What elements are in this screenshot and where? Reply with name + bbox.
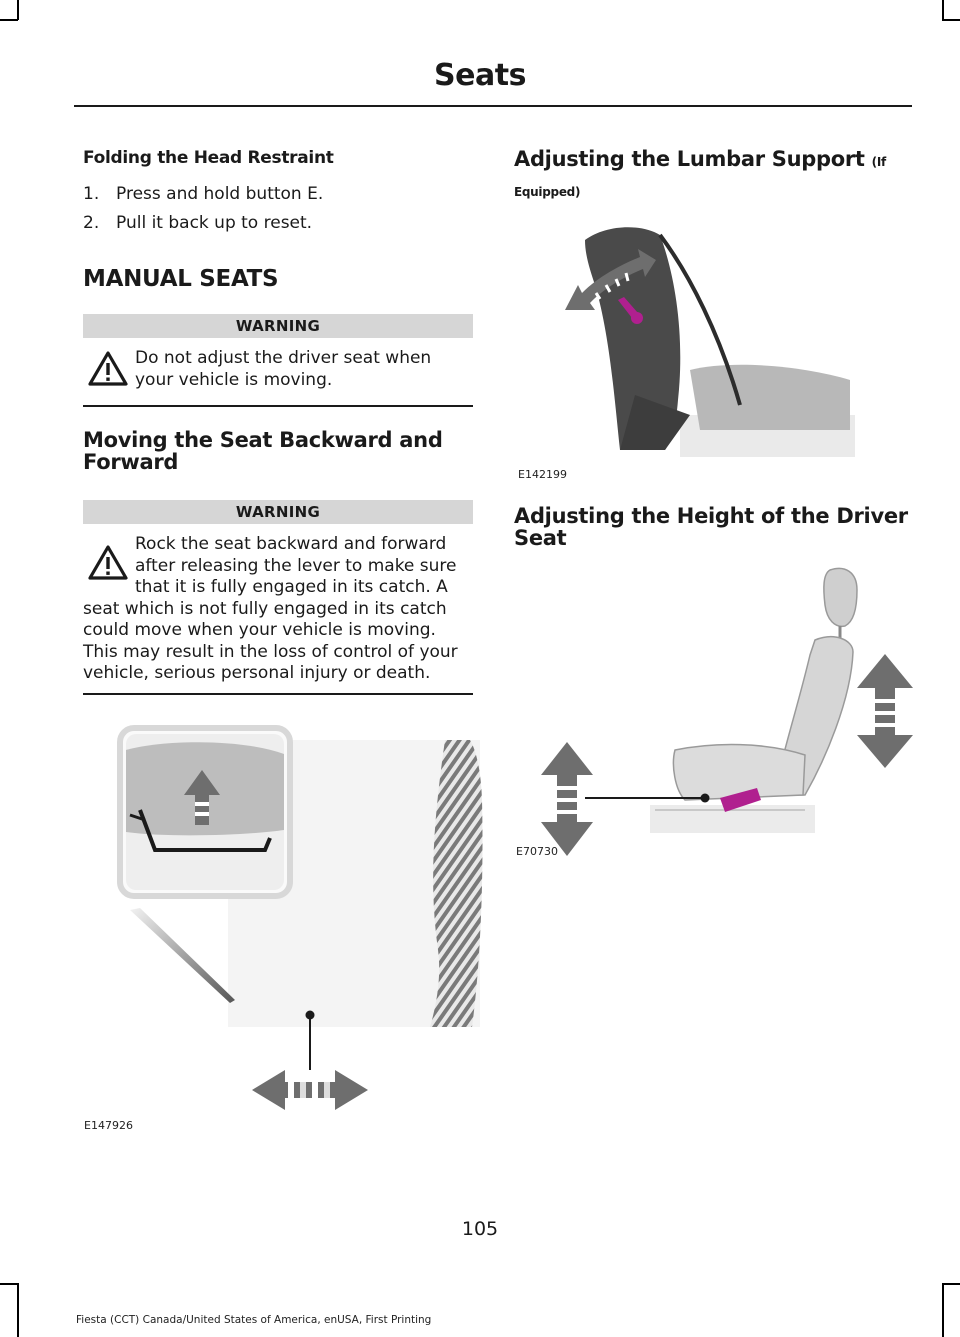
crop-mark-top-right-v <box>942 0 944 20</box>
step-text: Press and hold button E. <box>116 184 324 204</box>
page-title: Seats <box>434 58 526 93</box>
header-rule <box>74 105 912 107</box>
warning-label: WARNING <box>83 500 473 524</box>
moving-seat-title: Moving the Seat Backward and Forward <box>83 428 443 474</box>
fold-steps <box>83 180 473 238</box>
warning-triangle-icon <box>87 544 129 582</box>
manual-seats-heading: MANUAL SEATS <box>83 266 279 292</box>
figure-code: E147926 <box>84 1119 133 1132</box>
crop-mark-bottom-left-h <box>0 1283 18 1285</box>
crop-mark-top-left-v <box>17 0 19 20</box>
warning-triangle-icon <box>87 350 129 388</box>
seat-slide-illustration <box>100 720 485 1140</box>
warning-box-rock-seat <box>83 524 473 695</box>
lumbar-support-illustration <box>560 215 860 470</box>
figure-code: E142199 <box>518 468 567 481</box>
warning-box-driver-seat <box>83 338 473 407</box>
page-number: 105 <box>461 1218 499 1240</box>
warning-label: WARNING <box>83 314 473 338</box>
seat-height-illustration <box>535 560 915 860</box>
warning-text-rest: seat which is not fully engaged in its catch could move when your vehicle is moving. This may result in the loss of control of your vehicle, serious personal injury or death. <box>83 598 458 683</box>
lumbar-title-suffix: (If <box>871 155 886 169</box>
crop-mark-top-right-h <box>942 19 960 21</box>
fold-head-restraint-title: Folding the Head Restraint <box>83 148 334 168</box>
crop-mark-bottom-right-v <box>942 1283 944 1337</box>
figure-code: E70730 <box>516 845 558 858</box>
step-number: 1. <box>83 184 100 204</box>
lumbar-support-title <box>514 148 914 203</box>
left-column <box>83 148 473 695</box>
height-driver-seat-title: Adjusting the Height of the Driver Seat <box>514 504 908 550</box>
warning-text-lead: Rock the seat backward and forward after releasing the lever to make sure that it is fully engaged in its catch. A <box>135 534 457 597</box>
warning-text: Do not adjust the driver seat when your vehicle is moving. <box>135 348 432 390</box>
crop-mark-bottom-left-v <box>17 1283 19 1337</box>
footer-text: Fiesta (CCT) Canada/United States of America, enUSA, First Printing <box>76 1314 432 1326</box>
step-item <box>83 180 473 209</box>
step-text: Pull it back up to reset. <box>116 213 313 233</box>
height-section <box>514 505 914 549</box>
step-number: 2. <box>83 213 100 233</box>
step-item <box>83 209 473 238</box>
crop-mark-top-left-h <box>0 19 18 21</box>
lumbar-title-text: Adjusting the Lumbar Support <box>514 147 865 171</box>
lumbar-title-suffix2: Equipped) <box>514 185 581 199</box>
crop-mark-bottom-right-h <box>942 1283 960 1285</box>
right-column <box>514 148 914 203</box>
